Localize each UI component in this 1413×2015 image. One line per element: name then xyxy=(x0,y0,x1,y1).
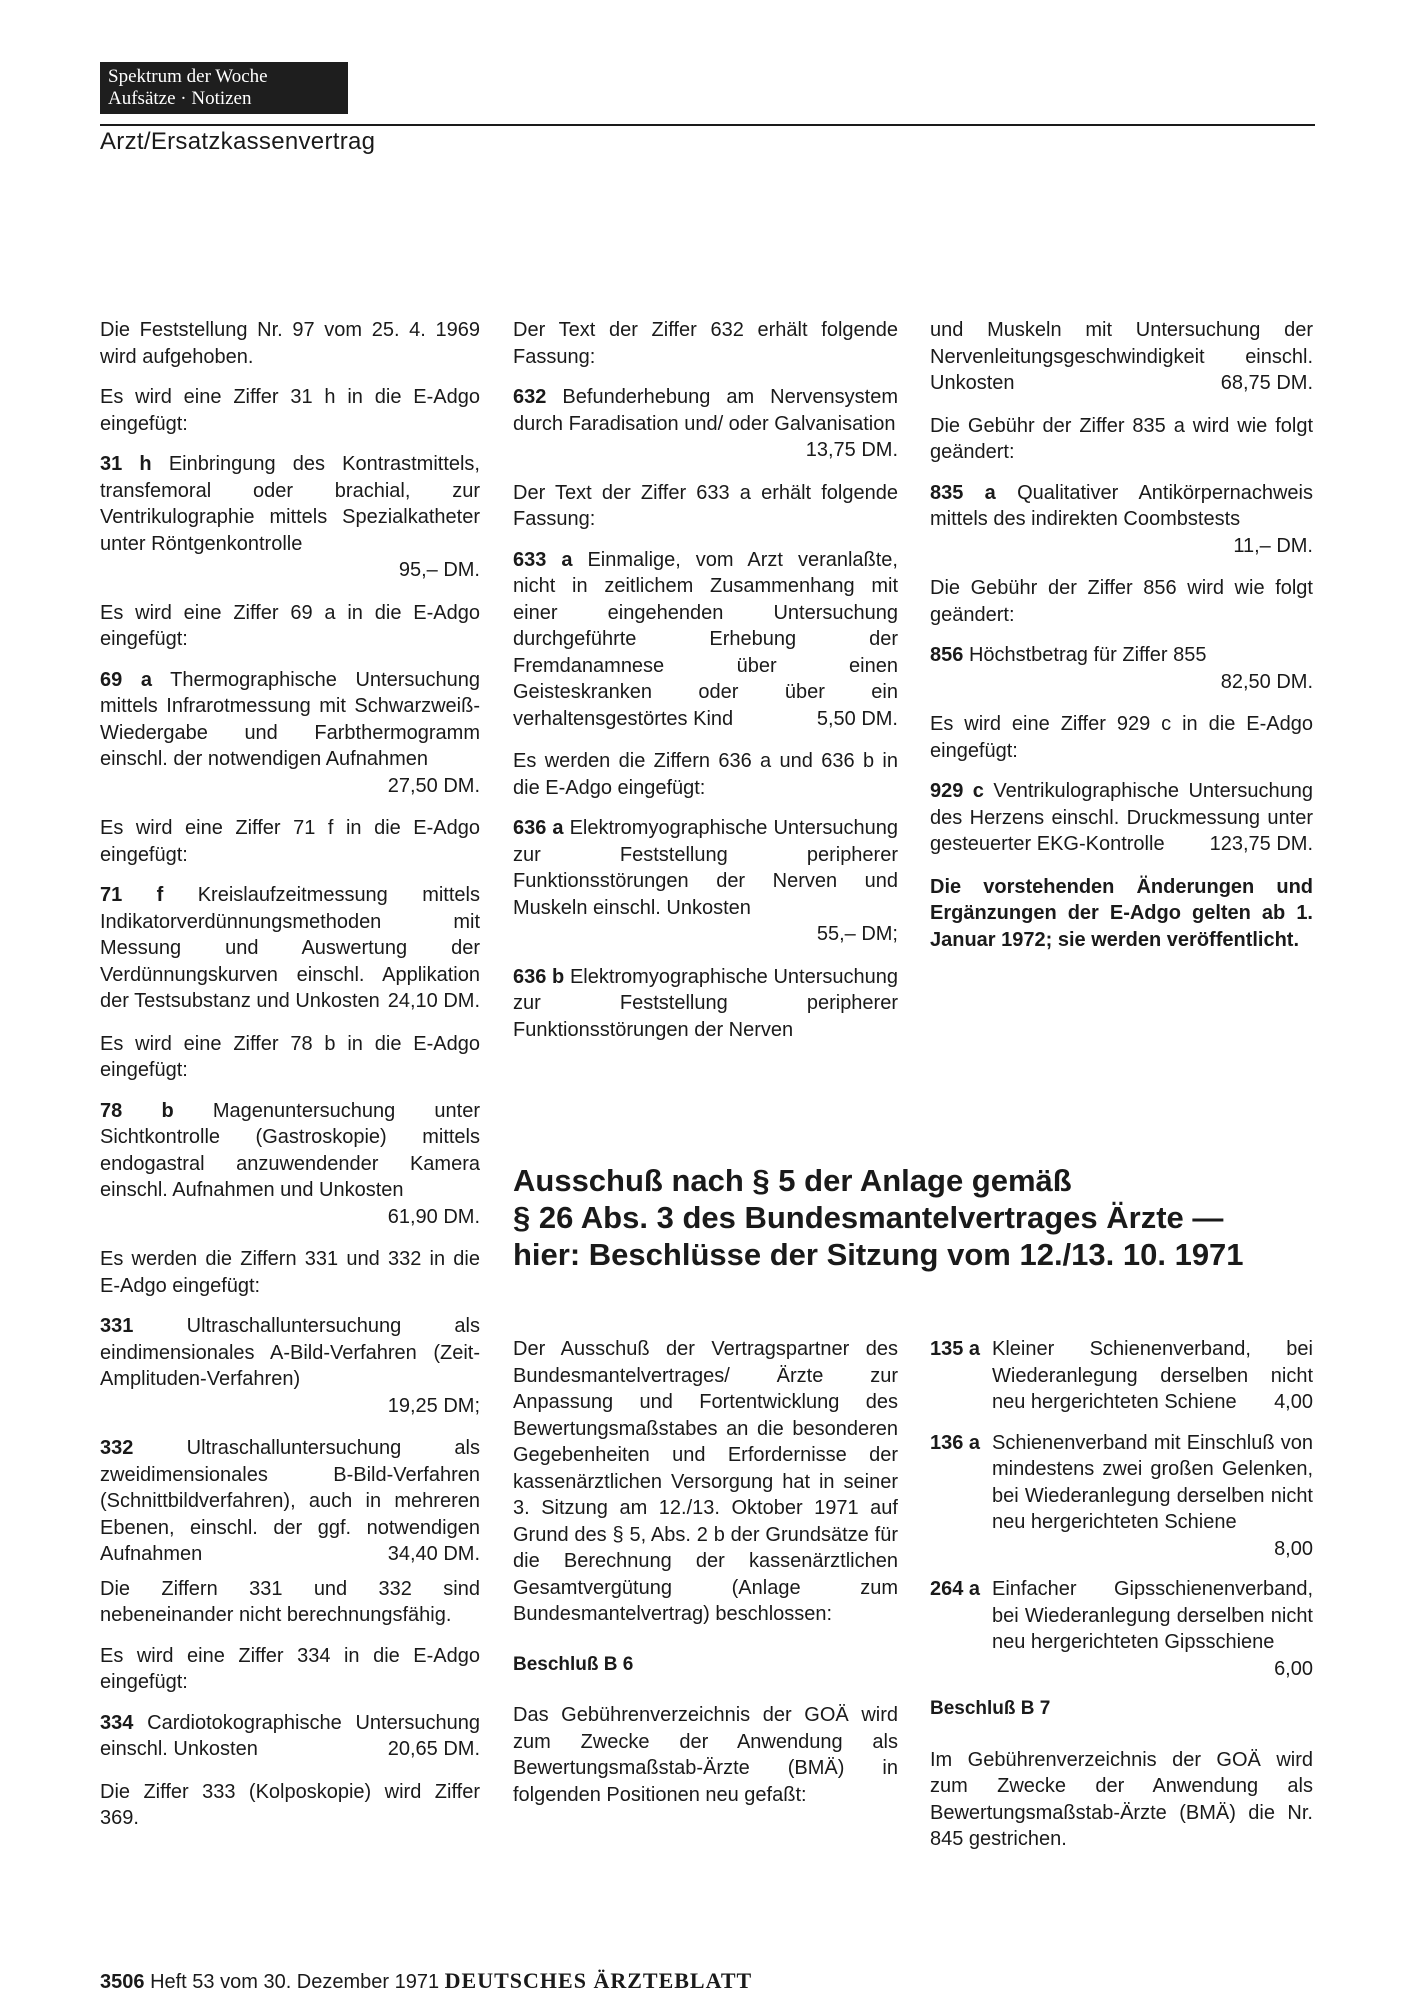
fee-entry xyxy=(100,451,480,584)
fee-price: 82,50 DM. xyxy=(1220,670,1313,693)
paragraph: Die Gebühr der Ziffer 835 a wird wie folgt geändert: xyxy=(930,414,1313,463)
fee-code: 835 a xyxy=(930,481,996,504)
heading-line: hier: Beschlüsse der Sitzung vom 12./13. 10. 1971 xyxy=(513,1237,1244,1272)
paragraph: Die Gebühr der Ziffer 856 wird wie folgt geändert: xyxy=(930,577,1313,626)
page-number: 3506 xyxy=(100,1971,145,1993)
paragraph: Die Ziffer 333 (Kolposkopie) wird Ziffer 369. xyxy=(100,1780,480,1829)
fee-entry xyxy=(100,667,480,800)
paragraph: Der Text der Ziffer 633 a erhält folgende Fassung: xyxy=(513,481,898,530)
fee-price: 11,– DM. xyxy=(1233,534,1313,557)
fee-price: 24,10 DM. xyxy=(387,990,480,1012)
fee-text: Ultraschalluntersuchung als zweidimensionales B-Bild-Verfahren (Schnittbildverfahren), auch in mehreren Ebenen, einschl. der ggf. notwendigen Aufnahmen xyxy=(100,1437,480,1565)
fee-code: 929 c xyxy=(930,780,984,802)
fee-item-number: 136 a xyxy=(930,1431,981,1454)
fee-code: 31 h xyxy=(100,453,152,475)
fee-price: 123,75 DM. xyxy=(1209,833,1313,855)
fee-item-price: 6,00 xyxy=(1274,1657,1313,1680)
resolution-text: Im Gebührenverzeichnis der GOÄ wird zum Zwecke der Anwendung als Bewertungsmaßstab-Ärzte (BMÄ) die Nr. 845 gestrichen. xyxy=(930,1748,1313,1850)
fee-text: Elektromyographische Untersuchung zur Feststellung peripherer Funktionsstörungen der Nerven xyxy=(513,965,898,1041)
fee-price: 19,25 DM; xyxy=(387,1394,480,1417)
section-badge xyxy=(100,62,348,114)
section-title: Arzt/Ersatzkassenvertrag xyxy=(100,128,376,155)
fee-price: 5,50 DM. xyxy=(816,707,898,730)
paragraph: Es wird eine Ziffer 71 f in die E-Adgo eingefügt: xyxy=(100,817,480,866)
fee-entry xyxy=(930,778,1313,858)
fee-text: Elektromyographische Untersuchung zur Feststellung peripherer Funktionsstörungen der Nerven und Muskeln einschl. Unkosten xyxy=(513,817,898,919)
fee-code: 633 a xyxy=(513,548,573,571)
fee-price: 27,50 DM. xyxy=(387,774,480,797)
fee-entry xyxy=(100,882,480,1015)
paragraph: Es wird eine Ziffer 334 in die E-Adgo eingefügt: xyxy=(100,1644,480,1693)
fee-code: 334 xyxy=(100,1711,134,1734)
publication-name: DEUTSCHES ÄRZTEBLATT xyxy=(444,1968,753,1993)
fee-code: 78 b xyxy=(100,1099,174,1122)
fee-price: 20,65 DM. xyxy=(387,1738,480,1760)
column-2 xyxy=(513,317,898,1059)
fee-price: 61,90 DM. xyxy=(387,1205,480,1228)
issue-info: Heft 53 vom 30. Dezember 1971 xyxy=(150,1971,440,1993)
header-rule xyxy=(100,124,1315,126)
fee-code: 332 xyxy=(100,1437,134,1459)
fee-code: 856 xyxy=(930,644,964,666)
resolution-title: Beschluß B 7 xyxy=(930,1698,1051,1719)
page-footer xyxy=(100,1968,752,1994)
fee-text: Qualitativer Antikörpernachweis mittels des indirekten Coombstests xyxy=(930,481,1313,530)
fee-item-price: 4,00 xyxy=(1274,1391,1313,1413)
badge-line-1: Spektrum der Woche xyxy=(108,66,268,87)
fee-item-description: Schienenverband mit Einschluß von mindestens zwei großen Gelenken, bei Wiederanlegung derselben nicht neu hergerichteten Schiene xyxy=(992,1431,1313,1533)
paragraph: Es werden die Ziffern 331 und 332 in die E-Adgo eingefügt: xyxy=(100,1248,480,1297)
fee-price: 34,40 DM. xyxy=(387,1543,480,1565)
fee-price: 55,– DM; xyxy=(816,923,898,945)
article-heading xyxy=(513,1162,1313,1273)
fee-item-description: Kleiner Schienenverband, bei Wiederanlegung derselben nicht neu hergerichteten Schiene xyxy=(992,1338,1313,1413)
fee-entry-continued xyxy=(930,317,1313,397)
fee-item xyxy=(930,1430,1313,1563)
fee-item-number: 135 a xyxy=(930,1338,981,1360)
paragraph: Der Text der Ziffer 632 erhält folgende Fassung: xyxy=(513,319,898,368)
fee-code: 331 xyxy=(100,1315,134,1337)
fee-item xyxy=(930,1576,1313,1682)
fee-text: Cardiotokographische Untersuchung einschl. Unkosten xyxy=(100,1711,481,1760)
fee-text: Befunderhebung am Nervensystem durch Faradisation und/ oder Galvanisation xyxy=(513,386,898,435)
fee-entry xyxy=(100,1098,480,1231)
fee-entry xyxy=(513,547,898,733)
fee-entry xyxy=(100,1710,480,1763)
fee-item-number: 264 a xyxy=(930,1578,981,1600)
fee-code: 636 a xyxy=(513,817,564,839)
article-intro: Der Ausschuß der Vertragspartner des Bundesmantelvertrages/ Ärzte zur Anpassung und Fortentwicklung des Bewertungsmaßstabes an die besonderen Gegebenheiten und Erfordernisse der kassenärztlichen Versorgung hat in seiner 3. Sitzung am 12./13. Oktober 1971 auf Grund des § 5, Abs. 2 b der Grundsätze für die Berechnung der kassenärztlichen Gesamtvergütung (Anlage zum Bundesmantelvertrag) beschlossen: xyxy=(513,1338,898,1625)
fee-text: und Muskeln mit Untersuchung der Nervenleitungsgeschwindigkeit einschl. Unkosten xyxy=(930,319,1313,394)
fee-text: Ventrikulographische Untersuchung des Herzens einschl. Druckmessung unter gesteuerter EKG-Kontrolle xyxy=(930,780,1313,855)
paragraph: Es wird eine Ziffer 78 b in die E-Adgo eingefügt: xyxy=(100,1032,480,1081)
article-column-1 xyxy=(513,1336,898,1822)
paragraph: Es wird eine Ziffer 31 h in die E-Adgo eingefügt: xyxy=(100,386,480,435)
article-column-2 xyxy=(930,1336,1313,1867)
fee-entry xyxy=(513,815,898,948)
fee-entry xyxy=(930,642,1313,695)
resolution-title: Beschluß B 6 xyxy=(513,1653,634,1675)
paragraph: Die Feststellung Nr. 97 vom 25. 4. 1969 wird aufgehoben. xyxy=(100,319,480,368)
fee-item-price: 8,00 xyxy=(1274,1537,1313,1560)
heading-line: Ausschuß nach § 5 der Anlage gemäß xyxy=(513,1163,1072,1198)
fee-price: 68,75 DM. xyxy=(1220,372,1313,394)
paragraph: Die Ziffern 331 und 332 sind nebeneinander nicht berechnungsfähig. xyxy=(100,1577,480,1626)
fee-text: Einbringung des Kontrastmittels, transfemoral oder brachial, zur Ventrikulographie mittels Spezialkatheter unter Röntgenkontrolle xyxy=(100,453,480,555)
heading-line: § 26 Abs. 3 des Bundesmantelvertrages Ärzte — xyxy=(513,1200,1224,1235)
fee-item-text xyxy=(992,1336,1313,1416)
fee-entry xyxy=(930,480,1313,560)
fee-item-text xyxy=(992,1576,1313,1682)
fee-code: 632 xyxy=(513,386,547,408)
column-1 xyxy=(100,317,480,1846)
fee-text: Thermographische Untersuchung mittels Infrarotmessung mit Schwarzweiß-Wiedergabe und Farbthermogramm einschl. der notwendigen Aufnahmen xyxy=(100,668,480,770)
fee-text: Einmalige, vom Arzt veranlaßte, nicht in zeitlichem Zusammenhang mit einer eingehenden Untersuchung durchgeführte Erhebung der Fremdanamnese über einen Geisteskranken oder über ein verhaltensgestörtes Kind xyxy=(513,548,898,730)
fee-code: 69 a xyxy=(100,668,152,691)
resolution-text: Das Gebührenverzeichnis der GOÄ wird zum Zwecke der Anwendung als Bewertungsmaßstab-Ärzte (BMÄ) in folgenden Positionen neu gefaßt: xyxy=(513,1704,898,1806)
fee-entry xyxy=(513,964,898,1044)
column-3 xyxy=(930,317,1313,967)
fee-text: Höchstbetrag für Ziffer 855 xyxy=(968,644,1207,666)
fee-text: Magenuntersuchung unter Sichtkontrolle (Gastroskopie) mittels endogastral anzuwendender Kamera einschl. Aufnahmen und Unkosten xyxy=(100,1099,480,1201)
fee-entry xyxy=(513,384,898,464)
badge-line-2: Aufsätze · Notizen xyxy=(108,88,252,109)
paragraph: Es werden die Ziffern 636 a und 636 b in die E-Adgo eingefügt: xyxy=(513,750,898,799)
fee-text: Kreislaufzeitmessung mittels Indikatorverdünnungsmethoden mit Messung und Auswertung der Verdünnungskurven einschl. Applikation der Testsubstanz und Unkosten xyxy=(100,884,480,1012)
fee-price: 13,75 DM. xyxy=(805,439,898,461)
fee-entry xyxy=(100,1313,480,1419)
fee-code: 71 f xyxy=(100,884,164,906)
paragraph: Es wird eine Ziffer 69 a in die E-Adgo eingefügt: xyxy=(100,601,480,650)
effective-date-note: Die vorstehenden Änderungen und Ergänzungen der E-Adgo gelten ab 1. Januar 1972; sie werden veröffentlicht. xyxy=(930,875,1313,951)
fee-item xyxy=(930,1336,1313,1416)
fee-item-text xyxy=(992,1430,1313,1563)
fee-price: 95,– DM. xyxy=(398,559,480,581)
fee-code: 636 b xyxy=(513,965,565,988)
fee-item-description: Einfacher Gipsschienenverband, bei Wiederanlegung derselben nicht neu hergerichteten Gipsschiene xyxy=(992,1578,1313,1653)
fee-text: Ultraschalluntersuchung als eindimensionales A-Bild-Verfahren (Zeit-Amplituden-Verfahren) xyxy=(100,1315,480,1390)
paragraph: Es wird eine Ziffer 929 c in die E-Adgo eingefügt: xyxy=(930,713,1313,762)
fee-entry xyxy=(100,1435,480,1568)
